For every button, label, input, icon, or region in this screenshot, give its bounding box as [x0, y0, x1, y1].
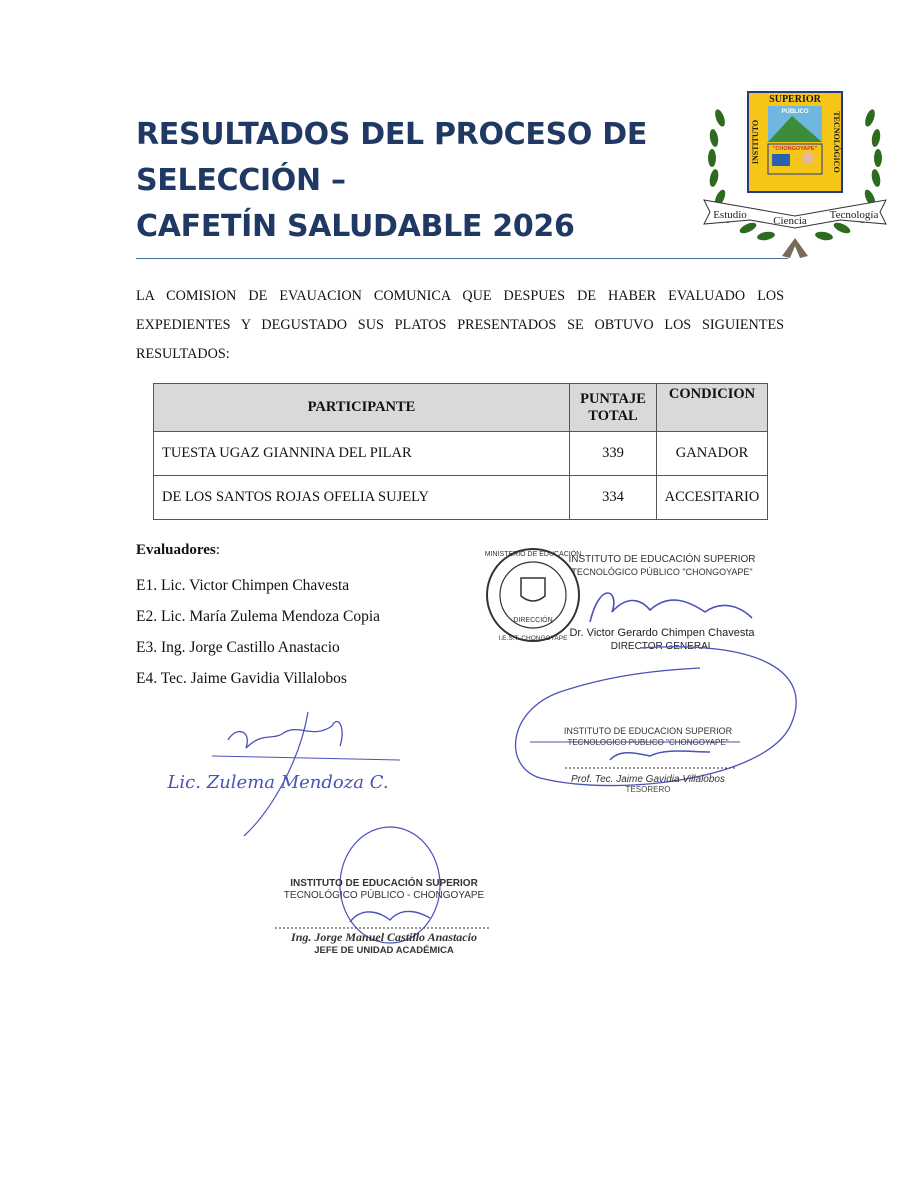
- header-score-line-1: PUNTAJE: [580, 390, 646, 407]
- evaluators-heading-text: Evaluadores: [136, 542, 216, 558]
- participant-score: 334: [570, 476, 657, 520]
- participant-name: TUESTA UGAZ GIANNINA DEL PILAR: [154, 432, 570, 476]
- seal-ring-text: MINISTERIO DE EDUCACIÓN: [484, 551, 582, 558]
- header-participant: PARTICIPANTE: [154, 384, 570, 432]
- treasurer-role: TESORERO: [625, 785, 671, 794]
- evaluators-heading-colon: :: [215, 542, 220, 558]
- table-row: [154, 432, 768, 476]
- academic-signature-loop: [340, 827, 440, 943]
- evaluator-item: E4. Tec. Jaime Gavidia Villalobos: [136, 670, 347, 687]
- academic-role: JEFE DE UNIDAD ACADÉMICA: [314, 945, 454, 956]
- treasurer-signature-loop: [516, 647, 797, 786]
- logo-place-text: "CHONGOYAPE": [772, 146, 818, 152]
- title-line-1: RESULTADOS DEL PROCESO DE: [136, 117, 648, 152]
- evaluators-list: [136, 570, 380, 694]
- mendoza-handwritten-name: Lic. Zulema Mendoza C.: [167, 772, 389, 793]
- ribbon-word-3: Tecnología: [829, 209, 879, 221]
- treasurer-stamp-line-2: TECNOLOGICO PUBLICO "CHONGOYAPE": [567, 738, 729, 747]
- evaluator-item: E3. Ing. Jorge Castillo Anastacio: [136, 639, 340, 656]
- director-name: Dr. Victor Gerardo Chimpen Chavesta: [569, 627, 755, 639]
- header-condition: CONDICION: [657, 384, 768, 432]
- academic-name: Ing. Jorge Manuel Castillo Anastacio: [291, 930, 477, 944]
- logo-left-text: INSTITUTO: [751, 119, 760, 165]
- title-line-3: CAFETÍN SALUDABLE 2026: [136, 209, 575, 244]
- logo-sub-text: PÚBLICO: [781, 109, 809, 115]
- director-signature: [590, 593, 752, 622]
- participant-score: 339: [570, 432, 657, 476]
- title-underline: [136, 258, 788, 259]
- header-score-line-2: TOTAL: [588, 407, 638, 424]
- mendoza-signature-tail: [244, 712, 308, 836]
- evaluator-item: E2. Lic. María Zulema Mendoza Copia: [136, 608, 381, 625]
- institute-logo: [700, 78, 890, 264]
- intro-paragraph: LA COMISION DE EVAUACION COMUNICA QUE DESPUES DE HABER EVALUADO LOS EXPEDIENTES Y DEGUSTADO SUS PLATOS PRESENTADOS SE OBTUVO LOS SIGUIENTES RESULTADOS:: [136, 288, 784, 362]
- treasurer-signature: [610, 751, 710, 760]
- table-header-row: [154, 384, 768, 432]
- logo-right-text: TECNOLÓGICO: [832, 111, 841, 173]
- seal-center-text: DIRECCIÓN: [513, 617, 553, 624]
- participant-condition: GANADOR: [657, 432, 768, 476]
- evaluator-item: E1. Lic. Victor Chimpen Chavesta: [136, 577, 350, 594]
- header-score: [570, 384, 657, 432]
- ribbon-word-2: Ciencia: [773, 215, 807, 227]
- bow-icon: [782, 238, 808, 258]
- table-row: [154, 476, 768, 520]
- page-title: [136, 112, 696, 250]
- results-table: [153, 383, 768, 520]
- treasurer-name: Prof. Tec. Jaime Gavidia Villalobos: [571, 774, 725, 785]
- evaluators-heading: [136, 542, 220, 559]
- director-stamp-line-2: TECNOLÓGICO PÚBLICO "CHONGOYAPE": [571, 567, 753, 577]
- director-stamp-line-1: INSTITUTO DE EDUCACIÓN SUPERIOR: [568, 554, 756, 565]
- mendoza-signature: [228, 722, 342, 748]
- coat-of-arms-icon: [521, 578, 545, 601]
- academic-stamp-line-1: INSTITUTO DE EDUCACIÓN SUPERIOR: [290, 878, 478, 889]
- mendoza-signature-line: [212, 756, 400, 760]
- director-role: DIRECTOR GENERAL: [610, 641, 714, 652]
- seal-bottom-text: I.E.S.T. CHONGOYAPE: [498, 635, 568, 642]
- participant-name: DE LOS SANTOS ROJAS OFELIA SUJELY: [154, 476, 570, 520]
- treasurer-stamp-line-1: INSTITUTO DE EDUCACION SUPERIOR: [563, 726, 733, 736]
- participant-condition: ACCESITARIO: [657, 476, 768, 520]
- ribbon-word-1: Estudio: [713, 209, 747, 221]
- director-seal: [485, 549, 581, 642]
- academic-signature: [350, 911, 430, 922]
- logo-top-text: SUPERIOR: [769, 94, 821, 105]
- title-line-2: SELECCIÓN –: [136, 163, 346, 198]
- academic-stamp-line-2: TECNOLÓGICO PÚBLICO - CHONGOYAPE: [283, 890, 485, 901]
